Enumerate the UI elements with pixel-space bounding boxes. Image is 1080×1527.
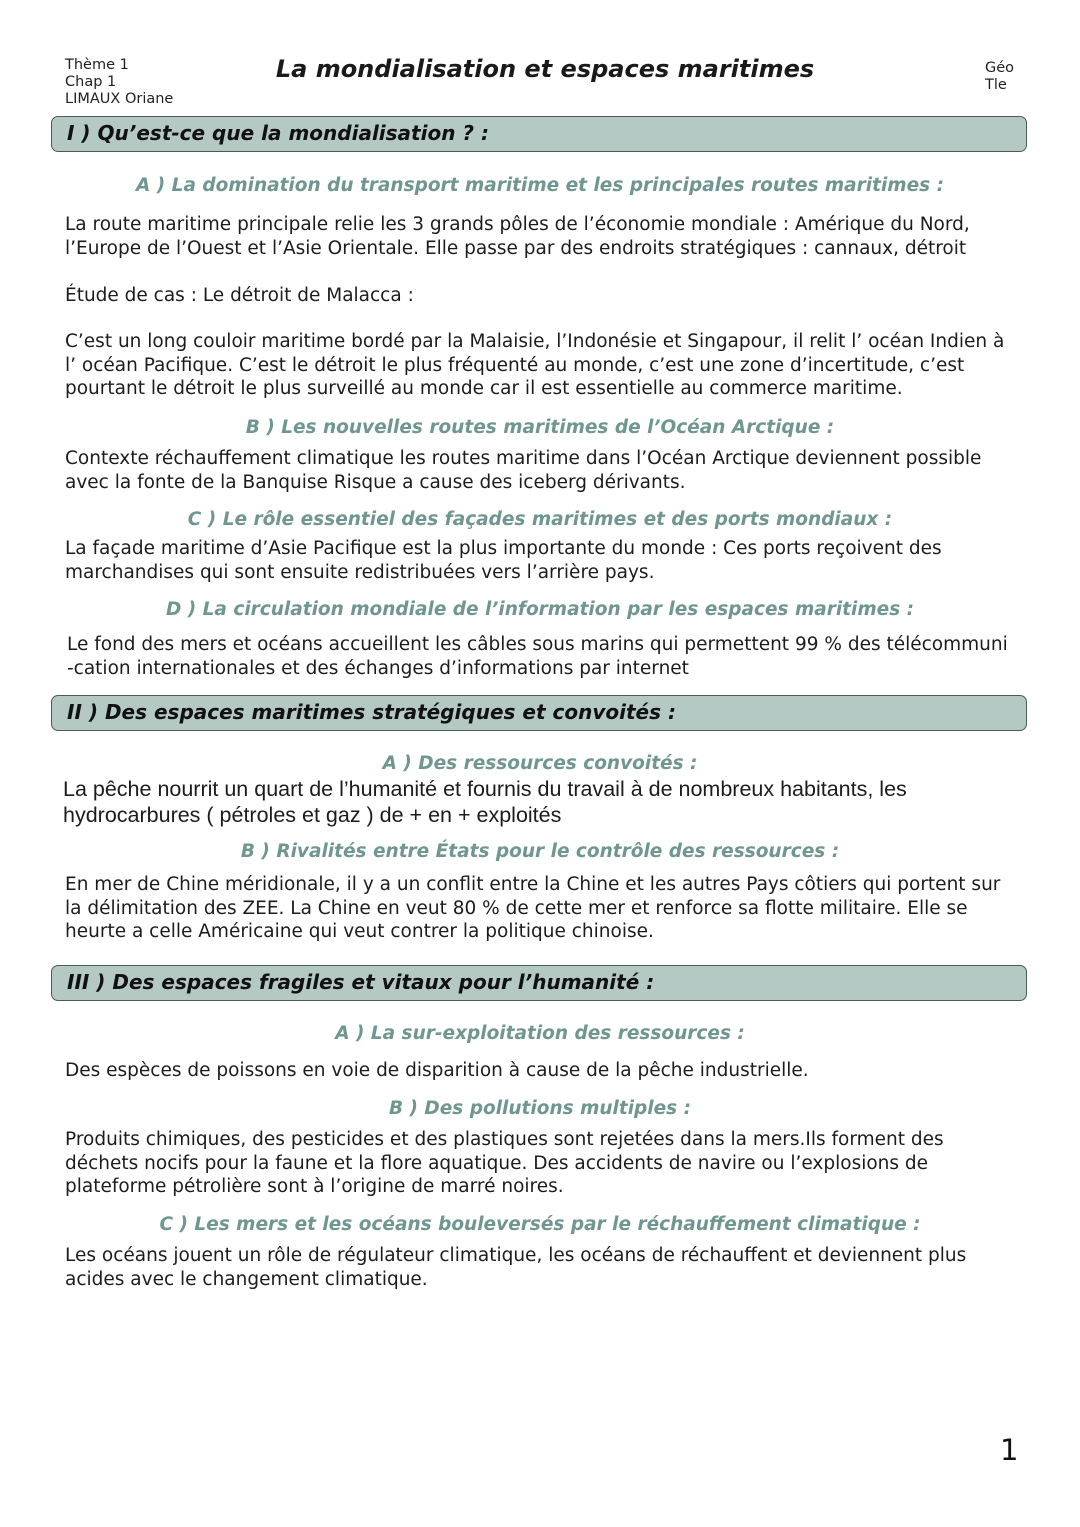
subsection-heading-1c: C ) Le rôle essentiel des façades maritimes et des ports mondiaux : xyxy=(187,509,893,530)
paragraph-1c-1 xyxy=(65,537,1055,584)
subsection-heading-2a: A ) Des ressources convoités : xyxy=(382,753,698,774)
paragraph-line: Le fond des mers et océans accueillent les câbles sous marins qui permettent 99 % des télécommuni xyxy=(67,634,1008,655)
paragraph-line: plateforme pétrolière sont à l’origine de marré noires. xyxy=(65,1176,564,1197)
paragraph-line: acides avec le changement climatique. xyxy=(65,1268,428,1290)
level-label: Tle xyxy=(985,77,1007,93)
subsection-heading-1d: D ) La circulation mondiale de l’information par les espaces maritimes : xyxy=(165,599,915,620)
paragraph-1a-1 xyxy=(65,213,1055,260)
document-title: La mondialisation et espaces maritimes xyxy=(275,55,815,83)
paragraph-line: la délimitation des ZEE. La Chine en veut 80 % de cette mer et renforce sa flotte militaire. Elle se xyxy=(65,897,968,919)
chapter-label: Chap 1 xyxy=(65,74,117,90)
paragraph-line: marchandises qui sont ensuite redistribuées vers l’arrière pays. xyxy=(65,561,655,583)
paragraph-line: l’Europe de l’Ouest et l’Asie Orientale. Elle passe par des endroits stratégiques : cannaux, détroit xyxy=(65,237,967,259)
paragraph-line: heurte a celle Américaine qui veut contrer la politique chinoise. xyxy=(65,921,654,942)
subsection-heading-3a: A ) La sur-exploitation des ressources : xyxy=(335,1023,745,1044)
section-heading-2-text: II ) Des espaces maritimes stratégiques et convoités : xyxy=(67,700,676,724)
paragraph-line: Étude de cas : Le détroit de Malacca : xyxy=(65,285,414,306)
subsection-heading-1a: A ) La domination du transport maritime et les principales routes maritimes : xyxy=(136,175,944,196)
paragraph-line: C’est un long couloir maritime bordé par la Malaisie, l’Indonésie et Singapour, il relit l’ océan Indien à xyxy=(65,331,1005,352)
theme-label: Thème 1 xyxy=(65,57,129,73)
paragraph-3c-1 xyxy=(65,1244,1055,1291)
paragraph-line: Produits chimiques, des pesticides et des plastiques sont rejetées dans la mers.Ils forment des xyxy=(65,1129,944,1150)
paragraph-1a-3 xyxy=(65,330,1055,401)
section-heading-3-text: III ) Des espaces fragiles et vitaux pour l’humanité : xyxy=(67,970,655,994)
page-number: 1 xyxy=(1000,1433,1019,1467)
paragraph-3a-1 xyxy=(65,1059,1055,1083)
subsection-heading-3c: C ) Les mers et les océans bouleversés par le réchauffement climatique : xyxy=(159,1214,921,1235)
paragraph-line: En mer de Chine méridionale, il y a un conflit entre la Chine et les autres Pays côtiers qui portent sur xyxy=(65,874,1001,895)
section-heading-1-text: I ) Qu’est-ce que la mondialisation ? : xyxy=(67,121,489,145)
paragraph-1b-1 xyxy=(65,447,1055,494)
header-meta-right xyxy=(985,60,1014,94)
paragraph-line: l’ océan Pacifique. C’est le détroit le plus fréquenté au monde, c’est une zone d’incertitude, c’est xyxy=(65,354,965,376)
paragraph-line: La façade maritime d’Asie Pacifique est la plus importante du monde : Ces ports reçoivent des xyxy=(65,538,942,559)
paragraph-line: Des espèces de poissons en voie de disparition à cause de la pêche industrielle. xyxy=(65,1060,809,1081)
paragraph-line: La route maritime principale relie les 3 grands pôles de l’économie mondiale : Amérique du Nord, xyxy=(65,214,970,235)
section-heading-2 xyxy=(51,695,1027,731)
paragraph-line: Contexte réchauffement climatique les routes maritime dans l’Océan Arctique deviennent possible xyxy=(65,448,982,469)
paragraph-line: avec la fonte de la Banquise Risque a cause des iceberg dérivants. xyxy=(65,471,686,493)
paragraph-1d-1 xyxy=(67,633,1057,680)
paragraph-3b-1 xyxy=(65,1128,1055,1199)
section-heading-3 xyxy=(51,965,1027,1001)
subsection-heading-1b: B ) Les nouvelles routes maritimes de l’Océan Arctique : xyxy=(245,417,835,438)
subsection-heading-3b: B ) Des pollutions multiples : xyxy=(388,1098,692,1119)
section-heading-1 xyxy=(51,116,1027,152)
subsection-heading-2b: B ) Rivalités entre États pour le contrôle des ressources : xyxy=(240,841,840,862)
paragraph-line: Les océans jouent un rôle de régulateur climatique, les océans de réchauffent et deviennent plus xyxy=(65,1245,967,1266)
paragraph-line: La pêche nourrit un quart de l’humanité et fournis du travail à de nombreux habitants, les xyxy=(63,777,907,801)
paragraph-line: pourtant le détroit le plus surveillé au monde car il est essentielle au commerce maritime. xyxy=(65,378,903,399)
paragraph-1a-2 xyxy=(65,284,1055,308)
paragraph-2b-1 xyxy=(65,873,1055,944)
subject-label: Géo xyxy=(985,60,1015,76)
paragraph-line: -cation internationales et des échanges d’informations par internet xyxy=(67,657,689,679)
paragraph-2a-1 xyxy=(63,776,1053,828)
author-name: LIMAUX Oriane xyxy=(65,91,174,107)
paragraph-line: hydrocarbures ( pétroles et gaz ) de + en + exploités xyxy=(63,803,562,827)
paragraph-line: déchets nocifs pour la faune et la flore aquatique. Des accidents de navire ou l’explosions de xyxy=(65,1152,929,1174)
